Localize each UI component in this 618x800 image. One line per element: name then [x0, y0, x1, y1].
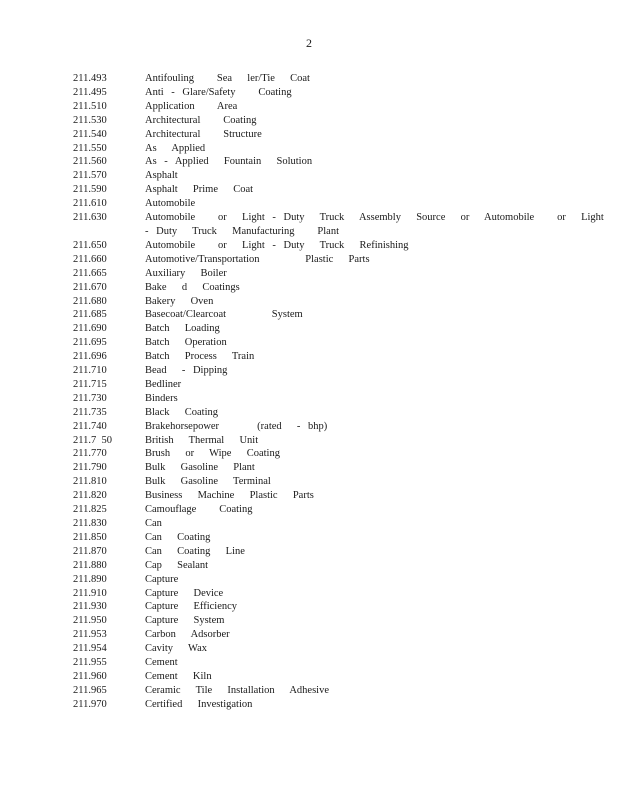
definition-entry	[73, 308, 613, 322]
definition-entry	[73, 503, 613, 517]
definition-entry	[73, 447, 613, 461]
definition-entry	[73, 406, 613, 420]
defined-term: Brush or Wipe Coating	[145, 448, 280, 460]
definition-entry	[73, 434, 613, 448]
section-number: 211.970	[73, 698, 107, 710]
definition-entry	[73, 197, 613, 211]
section-number: 211.590	[73, 184, 107, 196]
section-number: 211.930	[73, 601, 107, 613]
definition-entry	[73, 142, 613, 156]
defined-term: Batch Operation	[145, 337, 227, 349]
definition-entry	[73, 114, 613, 128]
definition-entry	[73, 642, 613, 656]
section-number: 211.910	[73, 587, 107, 599]
defined-term: Cement Kiln	[145, 670, 212, 682]
defined-term: Bulk Gasoline Plant	[145, 462, 255, 474]
definition-entry	[73, 295, 613, 309]
section-number: 211.870	[73, 545, 107, 557]
section-number: 211.735	[73, 406, 107, 418]
section-number: 211.495	[73, 86, 107, 98]
section-number: 211.7 50	[73, 434, 112, 446]
defined-term: As - Applied Fountain Solution	[145, 156, 313, 168]
defined-term: Asphalt Prime Coat	[145, 184, 254, 196]
section-number: 211.690	[73, 323, 107, 335]
definition-entry	[73, 183, 613, 197]
section-number: 211.493	[73, 73, 107, 84]
section-number: 211.730	[73, 392, 107, 404]
definition-entry	[73, 489, 613, 503]
defined-term: As Applied	[145, 142, 206, 154]
defined-term: Carbon Adsorber	[145, 629, 230, 641]
definition-entry	[73, 684, 613, 698]
section-number: 211.770	[73, 448, 107, 460]
definition-entry	[73, 281, 613, 295]
defined-term: Basecoat/Clearcoat System	[145, 309, 303, 321]
section-number: 211.670	[73, 281, 107, 293]
section-number: 211.830	[73, 518, 107, 529]
definition-entry	[73, 72, 613, 86]
section-number: 211.950	[73, 615, 107, 627]
section-number: 211.715	[73, 378, 107, 390]
definition-entry	[73, 573, 613, 587]
definition-entry	[73, 670, 613, 684]
defined-term: Bakery Oven	[145, 295, 214, 307]
defined-term: Bake d Coatings	[145, 281, 240, 293]
definition-entry	[73, 420, 613, 434]
definition-entry	[73, 211, 613, 239]
definition-entry	[73, 100, 613, 114]
defined-term: Cavity Wax	[145, 643, 208, 655]
defined-term: Anti - Glare/Safety Coating	[145, 86, 292, 98]
section-number: 211.810	[73, 476, 107, 488]
defined-term: Black Coating	[145, 406, 218, 418]
definition-entry	[73, 350, 613, 364]
defined-term: Brakehorsepower (rated - bhp)	[145, 420, 328, 432]
section-number: 211.790	[73, 462, 107, 474]
defined-term: Automobile or Light - Duty Truck Assembly Source or Automobile or Light - Duty Truck Manufacturing Plant	[145, 212, 612, 237]
section-number: 211.953	[73, 629, 107, 641]
section-number: 211.960	[73, 670, 107, 682]
defined-term: Can Coating Line	[145, 545, 245, 557]
section-number: 211.660	[73, 253, 107, 265]
definition-entry	[73, 128, 613, 142]
section-number: 211.610	[73, 198, 107, 210]
defined-term: Business Machine Plastic Parts	[145, 490, 314, 502]
section-number: 211.825	[73, 504, 107, 516]
section-number: 211.850	[73, 531, 107, 543]
section-number: 211.955	[73, 657, 107, 669]
defined-term: Capture Device	[145, 587, 224, 599]
defined-term: Automobile or Light - Duty Truck Refinishing	[145, 239, 409, 251]
defined-term: Binders	[145, 392, 178, 404]
definition-entry	[73, 517, 613, 531]
definitions-list	[73, 72, 613, 712]
definition-entry	[73, 656, 613, 670]
section-number: 211.685	[73, 309, 107, 321]
definition-entry	[73, 336, 613, 350]
definition-entry	[73, 253, 613, 267]
section-number: 211.880	[73, 559, 107, 571]
page-number: 2	[306, 36, 312, 50]
definition-entry	[73, 322, 613, 336]
section-number: 211.550	[73, 142, 107, 154]
section-number: 211.630	[73, 212, 107, 224]
section-number: 211.696	[73, 351, 107, 363]
section-number: 211.695	[73, 337, 107, 349]
defined-term: British Thermal Unit	[145, 434, 259, 446]
definition-entry	[73, 628, 613, 642]
definition-entry	[73, 267, 613, 281]
definition-entry	[73, 169, 613, 183]
definition-entry	[73, 378, 613, 392]
defined-term: Automotive/Transportation Plastic Parts	[145, 253, 370, 265]
definition-entry	[73, 461, 613, 475]
section-number: 211.680	[73, 295, 107, 307]
section-number: 211.820	[73, 490, 107, 502]
defined-term: Bulk Gasoline Terminal	[145, 476, 271, 488]
section-number: 211.560	[73, 156, 107, 168]
section-number: 211.965	[73, 684, 107, 696]
section-number: 211.540	[73, 128, 107, 140]
defined-term: Architectural Coating	[145, 114, 257, 126]
defined-term: Cap Sealant	[145, 559, 209, 571]
definition-entry	[73, 600, 613, 614]
defined-term: Auxiliary Boiler	[145, 267, 227, 279]
section-number: 211.510	[73, 100, 107, 112]
section-number: 211.710	[73, 365, 107, 377]
defined-term: Architectural Structure	[145, 128, 262, 140]
section-number: 211.890	[73, 573, 107, 585]
section-number: 211.740	[73, 420, 107, 432]
definition-entry	[73, 587, 613, 601]
section-number: 211.665	[73, 267, 107, 279]
defined-term: Antifouling Sea ler/Tie Coat	[145, 73, 310, 84]
defined-term: Asphalt	[145, 170, 178, 182]
definition-entry	[73, 698, 613, 712]
definition-entry	[73, 392, 613, 406]
defined-term: Capture System	[145, 615, 225, 627]
defined-term: Camouflage Coating	[145, 504, 253, 516]
definition-entry	[73, 86, 613, 100]
section-number: 211.954	[73, 643, 107, 655]
definition-entry	[73, 239, 613, 253]
defined-term: Application Area	[145, 100, 238, 112]
defined-term: Cement	[145, 657, 178, 669]
section-number: 211.570	[73, 170, 107, 182]
defined-term: Batch Process Train	[145, 351, 255, 363]
defined-term: Automobile	[145, 198, 196, 210]
defined-term: Capture Efficiency	[145, 601, 238, 613]
defined-term: Can	[145, 518, 162, 529]
definition-entry	[73, 364, 613, 378]
defined-term: Can Coating	[145, 531, 211, 543]
definition-entry	[73, 545, 613, 559]
definition-entry	[73, 614, 613, 628]
defined-term: Bead - Dipping	[145, 365, 228, 377]
definition-entry	[73, 531, 613, 545]
defined-term: Bedliner	[145, 378, 182, 390]
definition-entry	[73, 559, 613, 573]
section-number: 211.530	[73, 114, 107, 126]
definition-entry	[73, 155, 613, 169]
defined-term: Batch Loading	[145, 323, 220, 335]
defined-term: Ceramic Tile Installation Adhesive	[145, 684, 329, 696]
section-number: 211.650	[73, 239, 107, 251]
defined-term: Certified Investigation	[145, 698, 253, 710]
defined-term: Capture	[145, 573, 179, 585]
definition-entry	[73, 475, 613, 489]
